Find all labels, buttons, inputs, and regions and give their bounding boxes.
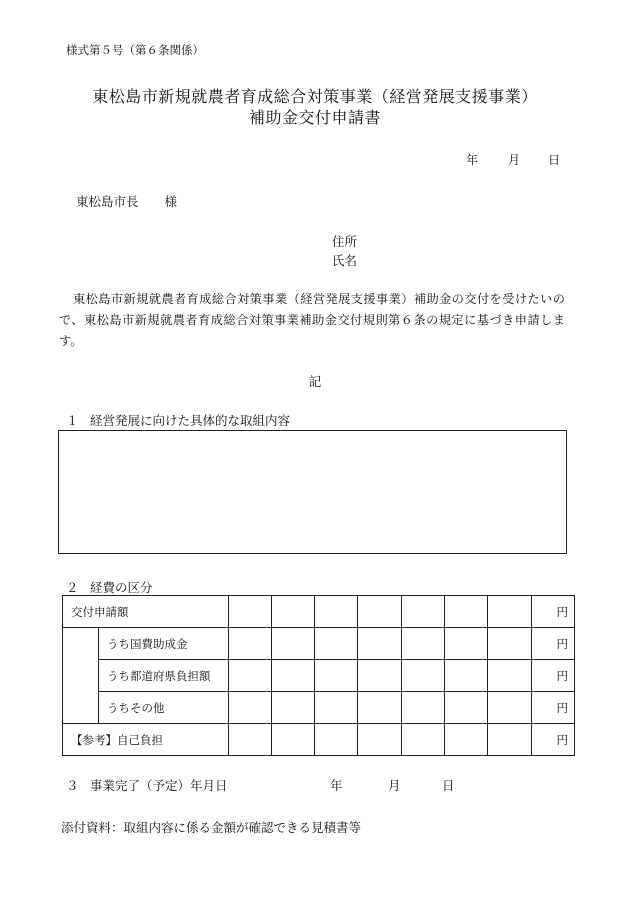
amount-digit-cell[interactable] [272,692,315,724]
amount-digit-cell[interactable] [229,692,272,724]
amount-digit-cell[interactable] [358,628,402,660]
section2-number: ２ [66,580,79,595]
yen-unit: 円 [532,724,575,756]
row-label: うち都道府県負担額 [99,660,229,692]
amount-digit-cell[interactable] [358,660,402,692]
table-row [63,724,575,756]
amount-digit-cell[interactable] [315,724,358,756]
amount-digit-cell[interactable] [445,596,488,628]
amount-digit-cell[interactable] [445,660,488,692]
form-number: 様式第５号（第６条関係） [66,43,204,57]
amount-digit-cell[interactable] [445,724,488,756]
amount-digit-cell[interactable] [488,724,532,756]
section3-number: ３ [66,778,79,793]
section1-title: 経営発展に向けた具体的な取組内容 [90,413,291,428]
amount-digit-cell[interactable] [358,724,402,756]
amount-digit-cell[interactable] [272,628,315,660]
amount-digit-cell[interactable] [272,724,315,756]
amount-digit-cell[interactable] [402,596,445,628]
amount-digit-cell[interactable] [229,628,272,660]
amount-digit-cell[interactable] [445,628,488,660]
section3-heading [66,776,228,794]
document-subtitle: 補助金交付申請書 [248,108,381,127]
amount-digit-cell[interactable] [445,692,488,724]
date-month-label: 月 [508,153,521,167]
amount-digit-cell[interactable] [229,660,272,692]
yen-unit: 円 [532,596,575,628]
row-label: うちその他 [99,692,229,724]
amount-digit-cell[interactable] [315,692,358,724]
amount-digit-cell[interactable] [402,724,445,756]
application-statement: 東松島市新規就農者育成総合対策事業（経営発展支援事業）補助金の交付を受けたいので、東松島市新規就農者育成総合対策事業補助金交付規則第６条の規定に基づき申請します。 [59,292,565,348]
amount-digit-cell[interactable] [402,628,445,660]
date-day-label: 日 [548,153,561,167]
efforts-content-box[interactable] [58,430,567,554]
amount-digit-cell[interactable] [402,660,445,692]
amount-digit-cell[interactable] [229,596,272,628]
applicant-address-label: 住所 [332,234,358,249]
yen-unit: 円 [532,660,575,692]
amount-digit-cell[interactable] [272,660,315,692]
amount-digit-cell[interactable] [229,724,272,756]
applicant-name-label: 氏名 [332,253,358,268]
table-row [63,660,575,692]
addressee-name: 東松島市長 [76,194,139,209]
note-heading: 記 [308,374,322,389]
section1-heading [66,411,290,429]
amount-digit-cell[interactable] [315,596,358,628]
amount-digit-cell[interactable] [488,596,532,628]
amount-digit-cell[interactable] [358,596,402,628]
addressee-honorific: 様 [164,194,178,209]
date-year-label: 年 [466,153,479,167]
row-label: 【参考】自己負担 [63,724,229,756]
completion-month-label: 月 [388,778,401,793]
section2-heading [66,578,153,596]
yen-unit: 円 [532,628,575,660]
row-label: 交付申請額 [63,596,229,628]
section1-number: １ [66,413,79,428]
completion-date [330,776,455,794]
amount-digit-cell[interactable] [315,628,358,660]
table-row [63,628,575,660]
attachment-note: 添付資料：取組内容に係る金額が確認できる見積書等 [61,820,362,835]
application-date [466,151,560,168]
indent-cell [63,628,99,724]
amount-digit-cell[interactable] [315,660,358,692]
amount-digit-cell[interactable] [488,660,532,692]
completion-day-label: 日 [442,778,455,793]
amount-digit-cell[interactable] [488,628,532,660]
amount-digit-cell[interactable] [358,692,402,724]
amount-digit-cell[interactable] [488,692,532,724]
completion-year-label: 年 [330,778,343,793]
document-title: 東松島市新規就農者育成総合対策事業（経営発展支援事業） [92,87,538,106]
row-label: うち国費助成金 [99,628,229,660]
amount-digit-cell[interactable] [402,692,445,724]
yen-unit: 円 [532,692,575,724]
table-row [63,596,575,628]
section3-title: 事業完了（予定）年月日 [90,778,228,793]
addressee [76,192,177,210]
expense-table [62,595,575,756]
amount-digit-cell[interactable] [272,596,315,628]
table-row [63,692,575,724]
section2-title: 経費の区分 [90,580,153,595]
